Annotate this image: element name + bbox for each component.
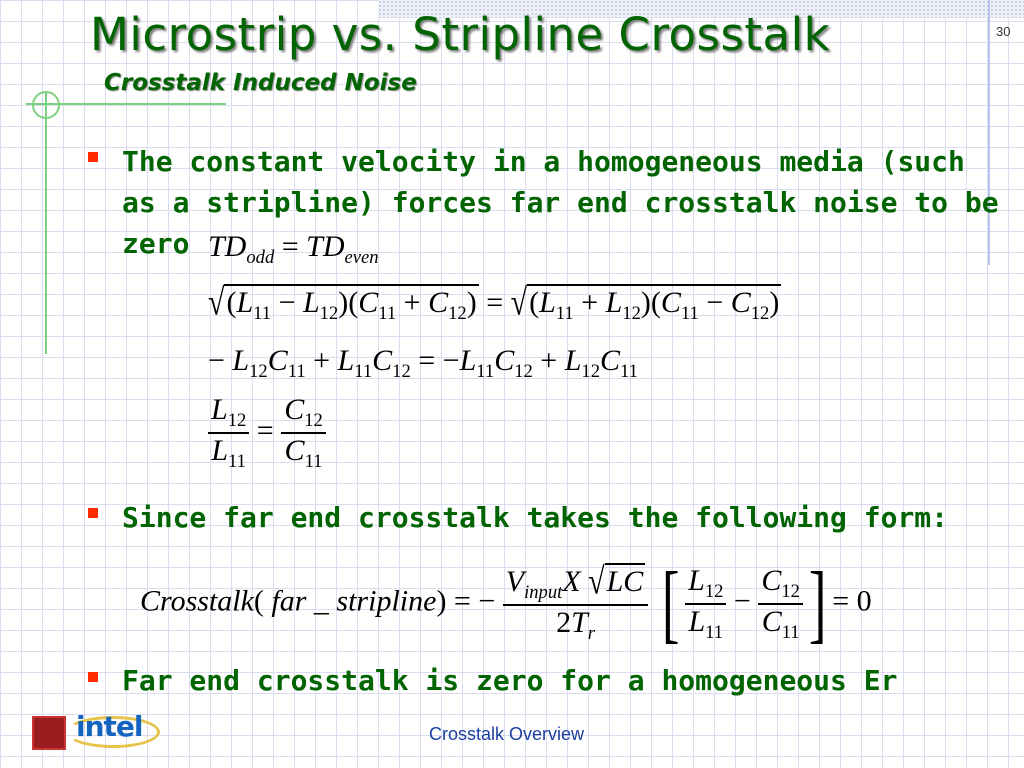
slide-subtitle: Crosstalk Induced Noise <box>104 70 417 96</box>
left-accent-line <box>45 92 47 354</box>
intel-logo: intel <box>76 710 143 743</box>
bullet-2-text: Since far end crosstalk takes the following form: <box>122 501 949 534</box>
bullet-1-line-2: as a stripline) forces far end crosstalk noise to be <box>122 186 999 219</box>
bullet-3-text: Far end crosstalk is zero for a homogeneous Er <box>122 664 898 697</box>
slide-title: Microstrip vs. Stripline Crosstalk <box>90 8 831 61</box>
university-seal-logo <box>32 716 66 750</box>
equation-expanded: − $L_{12}C_{11} + L_{11}C_{12} = -L_{11}C_{12} + L_{12}C_{11}$ <box>208 344 638 382</box>
slide-number: 30 <box>996 24 1011 39</box>
footer-text: Crosstalk Overview <box>429 724 585 744</box>
bullet-1-line-3: zero <box>122 227 190 260</box>
bullet-square-icon <box>88 508 98 518</box>
crosshair-icon <box>32 91 60 119</box>
equation-sqrt-lc: $√(L_{11} - L_{12})(C_{11} + C_{12}) = √(L_{11} + L_{12})(C_{11} - C_{12})$ <box>208 281 780 324</box>
bullet-square-icon <box>88 152 98 162</box>
equation-td-odd-even: $TD_{odd} = TD_{even}$ <box>208 230 379 268</box>
bullet-1-line-1: The constant velocity in a homogeneous media (such <box>122 145 965 178</box>
bullet-square-icon <box>88 672 98 682</box>
equation-far-end-crosstalk: Crosstalk( far _ stripline) = − $\frac{V_{input}X √LC}{2T_r}$ [ $\frac{L_{12}}{L_{11}}$ − $\frac{C_{12}}{C_{11}}$ ] = 0 <box>140 555 872 652</box>
equation-ratio: $\frac{L_{12}}{L_{11}}$ = $\frac{C_{12}}{C_{11}}$ <box>208 393 326 473</box>
